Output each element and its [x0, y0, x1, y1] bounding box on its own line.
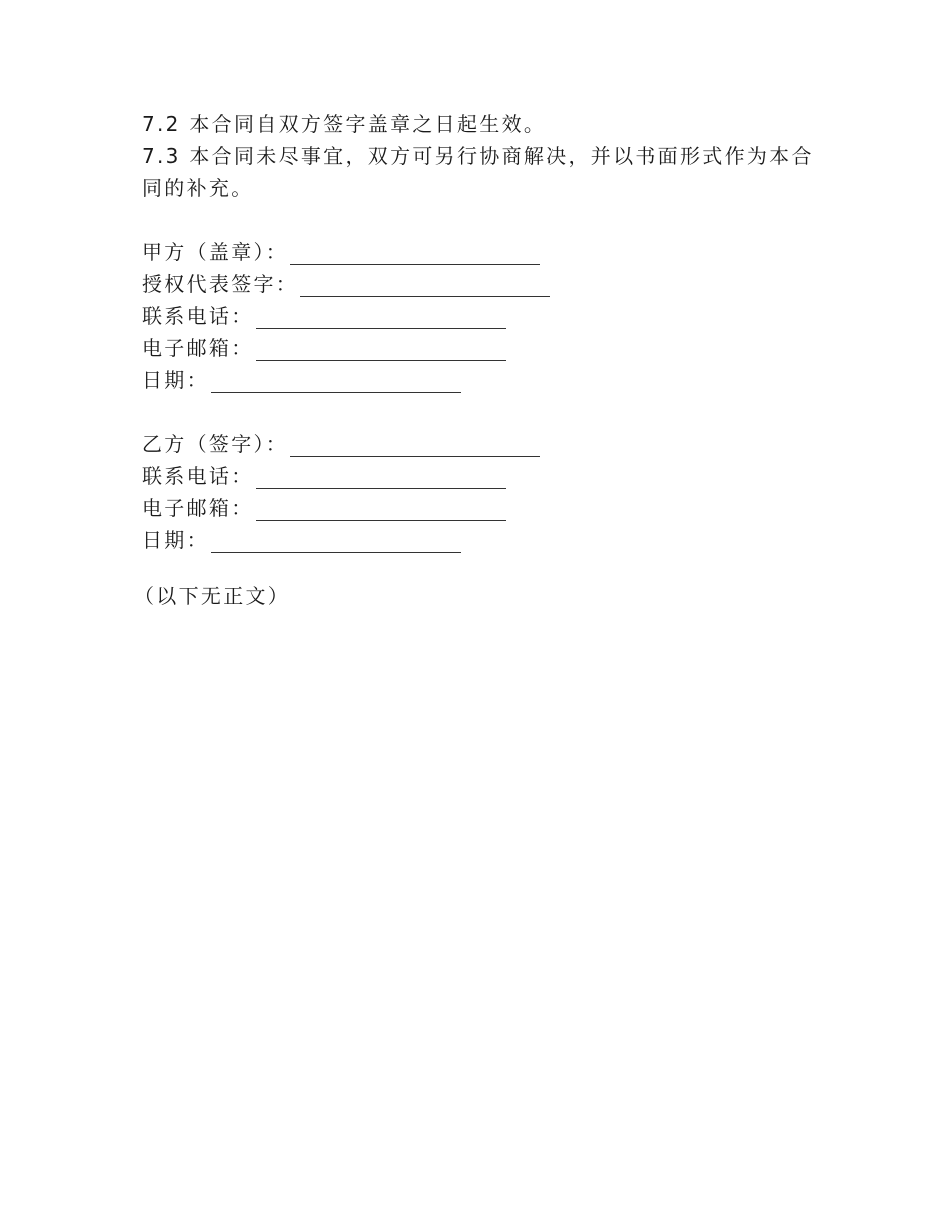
party-a-date-label: 日期： [142, 368, 209, 392]
party-b-date-field [142, 524, 822, 556]
party-b-date-label: 日期： [142, 528, 209, 552]
party-b-phone-blank [256, 466, 506, 489]
party-a-phone-field [142, 300, 822, 332]
closing-note: （以下无正文） [134, 584, 291, 608]
party-b-phone-field [142, 460, 822, 492]
party-a-seal-field [142, 236, 822, 268]
party-a-email-field [142, 332, 822, 364]
party-b-sign-blank [290, 434, 540, 457]
contract-page [134, 108, 822, 612]
party-a-seal-label: 甲方（盖章）： [142, 240, 289, 264]
party-a-phone-blank [256, 306, 506, 329]
party-b-email-label: 电子邮箱： [142, 496, 254, 520]
party-b-email-blank [256, 498, 506, 521]
party-a-rep-field [142, 268, 822, 300]
party-a-date-field [142, 364, 822, 396]
party-a-seal-blank [290, 242, 540, 265]
party-b-email-field [142, 492, 822, 524]
party-a-email-label: 电子邮箱： [142, 336, 254, 360]
party-b-sign-field [142, 428, 822, 460]
clause-7-3-line-1: 7.3 本合同未尽事宜，双方可另行协商解决，并以书面形式作为本合 [142, 144, 814, 168]
party-b-section [142, 428, 822, 556]
party-b-phone-label: 联系电话： [142, 464, 254, 488]
clause-7-3-line-2: 同的补充。 [142, 176, 254, 200]
party-a-phone-label: 联系电话： [142, 304, 254, 328]
party-b-date-blank [211, 530, 461, 553]
clause-7-2: 7.2 本合同自双方签字盖章之日起生效。 [142, 112, 547, 136]
party-a-rep-blank [300, 274, 550, 297]
party-a-rep-label: 授权代表签字： [142, 272, 299, 296]
party-a-section [142, 236, 822, 396]
party-a-email-blank [256, 338, 506, 361]
party-a-date-blank [211, 370, 461, 393]
party-b-sign-label: 乙方（签字）： [142, 432, 289, 456]
